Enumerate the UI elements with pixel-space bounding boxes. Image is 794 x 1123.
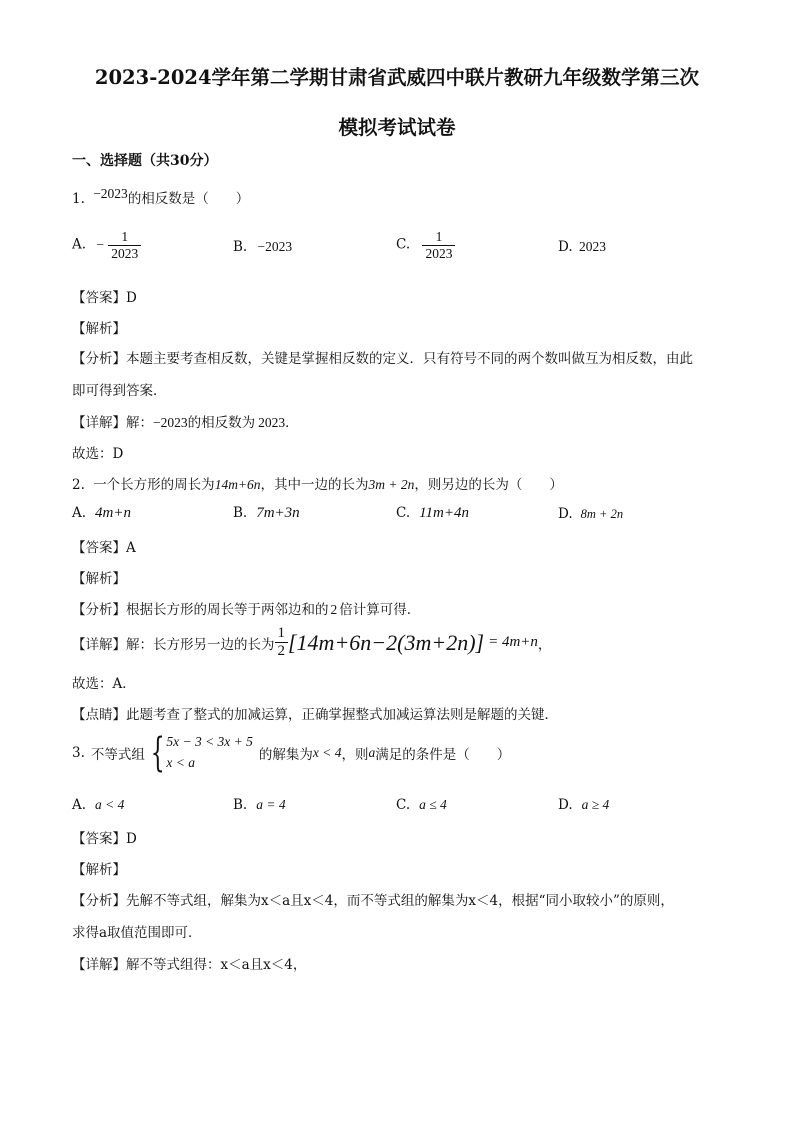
- q3-analysis-tag: 【解析】: [72, 862, 126, 878]
- question-3: 3. 不等式组 { 5x − 3 < 3x + 5 x < a 的解集为 x < 4 ，则 a 满足的条件是（ ）: [72, 729, 511, 776]
- q2-choice: 故选：A．: [72, 676, 136, 692]
- q1-option-a: A. − $\frac{1}{2023}$: [72, 229, 141, 261]
- q3-option-c: C. a ≤ 4: [396, 797, 447, 813]
- q1-text: 的相反数是（ ）: [127, 191, 250, 207]
- q2-fenxi: 【分析】根据长方形的周长等于两邻边和的 2 倍计算可得．: [72, 602, 421, 618]
- fraction: $\frac{1}{2023}$: [108, 229, 141, 261]
- inequality-system: 5x − 3 < 3x + 5 x < a: [166, 734, 253, 770]
- question-number: 2.: [72, 477, 85, 493]
- q3-option-d: D. a ≥ 4: [558, 797, 610, 813]
- q3-fenxi-cont: 求得a取值范围即可．: [72, 925, 202, 941]
- q1-xiangjie: 【详解】解：−2023的相反数为 2023．: [72, 415, 299, 431]
- q1-analysis-tag: 【解析】: [72, 321, 126, 337]
- q2-option-c: C. 11m+4n: [396, 505, 469, 521]
- q2-xiangjie: 【详解】 解：长方形另一边的长为 $\frac{1}{2}$ [14m+6n−2(3m+2n)] = 4m+n ，: [72, 625, 552, 660]
- q2-option-d: D. 8m + 2n: [558, 506, 624, 522]
- section-heading: 一、选择题（共30分）: [72, 153, 218, 169]
- q1-option-b: B. −2023: [233, 239, 293, 255]
- question-2: 2. 一个长方形的周长为14m+6n，其中一边的长为3m + 2n，则另边的长为（ ）: [72, 477, 563, 493]
- question-number: 1.: [72, 191, 85, 207]
- q3-option-b: B. a = 4: [233, 797, 286, 813]
- q3-answer: 【答案】D: [72, 831, 137, 847]
- question-number: 3.: [72, 744, 85, 761]
- q2-option-a: A. 4m+n: [72, 505, 132, 521]
- document-title-line1: 2023-2024学年第二学期甘肃省武威四中联片教研九年级数学第三次: [94, 66, 700, 89]
- fraction: $\frac{1}{2}$: [275, 625, 289, 661]
- q1-choice: 故选：D: [72, 446, 124, 462]
- q1-expression: −2023: [93, 186, 128, 201]
- q3-option-a: A. a < 4: [72, 797, 125, 813]
- left-brace-icon: {: [150, 729, 165, 776]
- q1-option-d: D. 2023: [558, 239, 606, 255]
- q1-fenxi: 【分析】本题主要考查相反数，关键是掌握相反数的定义．只有符号不同的两个数叫做互为相反数，由此: [72, 351, 693, 367]
- q2-dianjing: 【点睛】此题考查了整式的加减运算，正确掌握整式加减运算法则是解题的关键．: [72, 707, 558, 723]
- fraction: $\frac{1}{2023}$: [422, 229, 455, 261]
- q2-option-b: B. 7m+3n: [233, 505, 300, 521]
- question-1: [72, 187, 249, 207]
- q3-fenxi: 【分析】先解不等式组，解集为x＜a且x＜4，而不等式组的解集为x＜4，根据“同小取较小”的原则，: [72, 893, 674, 909]
- q2-answer: 【答案】A: [72, 540, 136, 556]
- q3-xiangjie: 【详解】解不等式组得：x＜a且x＜4，: [72, 957, 307, 973]
- q1-fenxi-cont: 即可得到答案．: [72, 383, 167, 399]
- document-title-line2: 模拟考试试卷: [338, 116, 456, 139]
- q1-option-c: C. $\frac{1}{2023}$: [396, 229, 455, 261]
- q1-answer: 【答案】D: [72, 290, 137, 306]
- q2-analysis-tag: 【解析】: [72, 571, 126, 587]
